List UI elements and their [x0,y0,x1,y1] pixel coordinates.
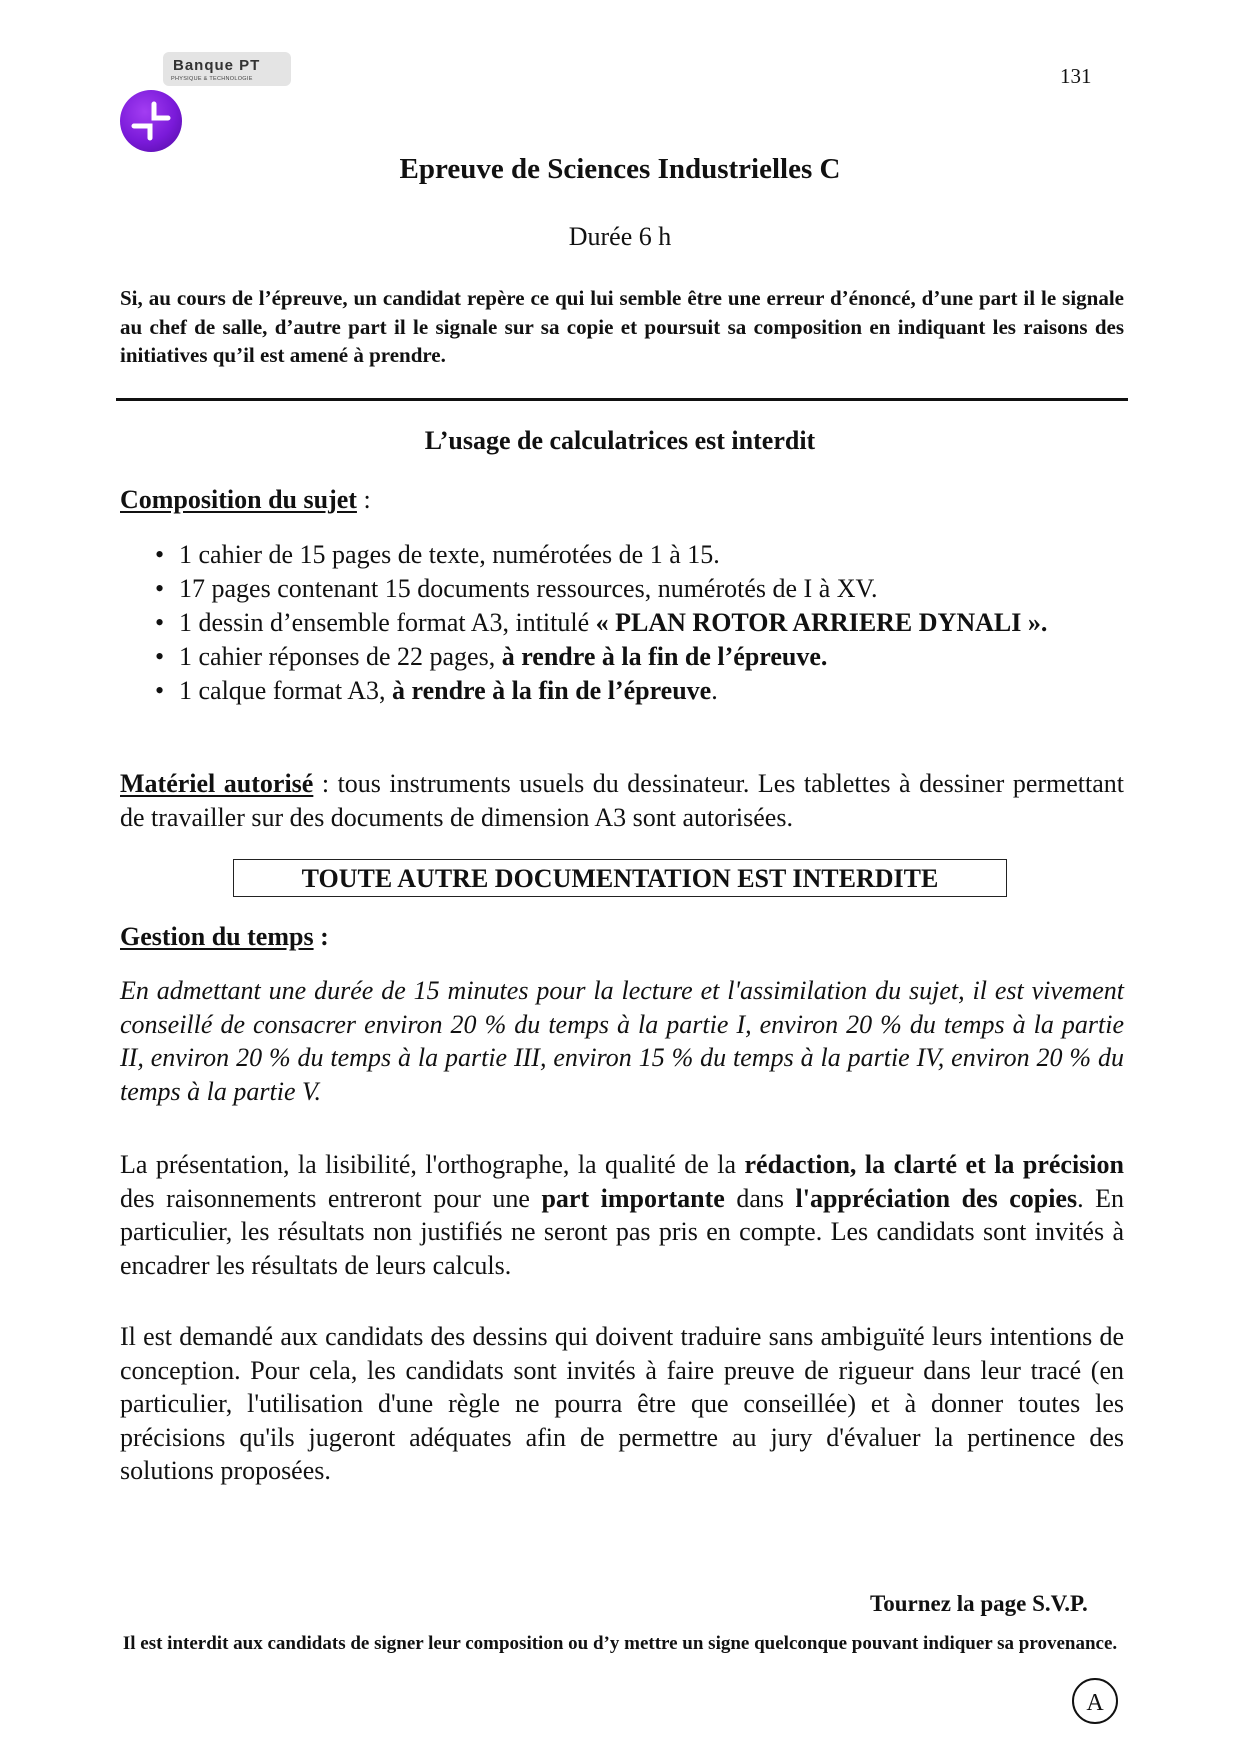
list-item-tail: . [711,676,718,705]
list-item-text: 1 cahier réponses de 22 pages, [179,642,502,671]
material-paragraph [120,767,1124,834]
list-item-text: 1 dessin d’ensemble format A3, intitulé [179,608,596,637]
logo-icon [120,90,182,152]
time-heading-label: Gestion du temps [120,922,314,951]
presentation-text: dans [724,1183,796,1213]
composition-heading-suffix: : [356,485,371,514]
presentation-emphasis: part importante [541,1183,725,1213]
error-warning-paragraph: Si, au cours de l’épreuve, un candidat repère ce qui lui semble être une erreur d’énoncé, d’une part il le signale au chef de salle, d’autre part il le signale sur sa copie et poursuit sa composition en indiquant les raisons des initiatives qu’il est amené à prendre. [120,286,1124,367]
page-title: Epreuve de Sciences Industrielles C [399,153,841,185]
exam-duration: Durée 6 h [568,222,672,251]
composition-heading [120,485,371,515]
list-item [155,640,1125,674]
list-item-emphasis: à rendre à la fin de l’épreuve [392,676,712,705]
calculator-note: L’usage de calculatrices est interdit [424,426,816,455]
presentation-emphasis: rédaction, la clarté et la précision [744,1150,1124,1179]
documentation-forbidden-box: TOUTE AUTRE DOCUMENTATION EST INTERDITE [233,859,1007,897]
footer-notice: Il est interdit aux candidats de signer leur composition ou d’y mettre un signe quelconque pouvant indiquer sa provenance. [122,1633,1118,1654]
material-label: Matériel autorisé [120,769,314,798]
logo-badge [163,52,291,86]
page-number: 131 [1060,64,1092,88]
time-paragraph: En admettant une durée de 15 minutes pour la lecture et l'assimilation du sujet, il est vivement conseillé de consacrer environ 20 % du temps à la partie I, environ 20 % du temps à la partie II, environ 20 % du temps à la partie III, environ 15 % du temps à la partie IV, environ 20 % du temps à la partie V. [120,976,1124,1106]
presentation-text: . En particulier, les résultats non justifiés ne seront pas pris en compte. Les candidats sont invités à encadrer les résultats de leurs calculs. [120,1183,1124,1280]
logo-name: Banque PT [173,57,261,74]
presentation-emphasis: l'appréciation des copies [795,1183,1078,1213]
presentation-paragraph [120,1148,1124,1282]
time-heading [120,922,329,952]
list-item [155,674,1125,708]
list-item-emphasis: à rendre à la fin de l’épreuve. [501,642,828,671]
divider [116,398,1128,401]
list-item-text: 1 calque format A3, [179,676,392,705]
composition-heading-label: Composition du sujet [120,485,357,514]
material-text: : tous instruments usuels du dessinateur. Les tablettes à dessiner permettant de travailler sur des documents de dimension A3 sont autorisées. [120,769,1124,832]
list-item-emphasis: « PLAN ROTOR ARRIERE DYNALI ». [595,608,1048,637]
turn-page-note: Tournez la page S.V.P. [870,1591,1088,1616]
sheet-letter-badge: A [1072,1678,1118,1724]
presentation-text: des raisonnements entreront pour une [120,1183,542,1213]
drawing-paragraph: Il est demandé aux candidats des dessins qui doivent traduire sans ambiguïté leurs intentions de conception. Pour cela, les candidats sont invités à faire preuve de rigueur dans leur tracé (en particulier, l'utilisation d'une règle ne pourra être que conseillée) et à donner toutes les précisions qu'ils jugeront adéquates afin de permettre au jury d'évaluer la pertinence des solutions proposées. [120,1322,1124,1485]
presentation-text: La présentation, la lisibilité, l'orthographe, la qualité de la [120,1150,745,1179]
time-heading-suffix: : [313,922,329,951]
logo-subtitle: PHYSIQUE & TECHNOLOGIE [171,76,253,82]
list-item [155,606,1125,640]
list-item-text: 17 pages contenant 15 documents ressources, numérotés de I à XV. [179,574,878,603]
composition-list [155,538,1125,708]
list-item [155,538,1125,572]
list-item [155,572,1125,606]
list-item-text: 1 cahier de 15 pages de texte, numérotées de 1 à 15. [179,540,720,569]
